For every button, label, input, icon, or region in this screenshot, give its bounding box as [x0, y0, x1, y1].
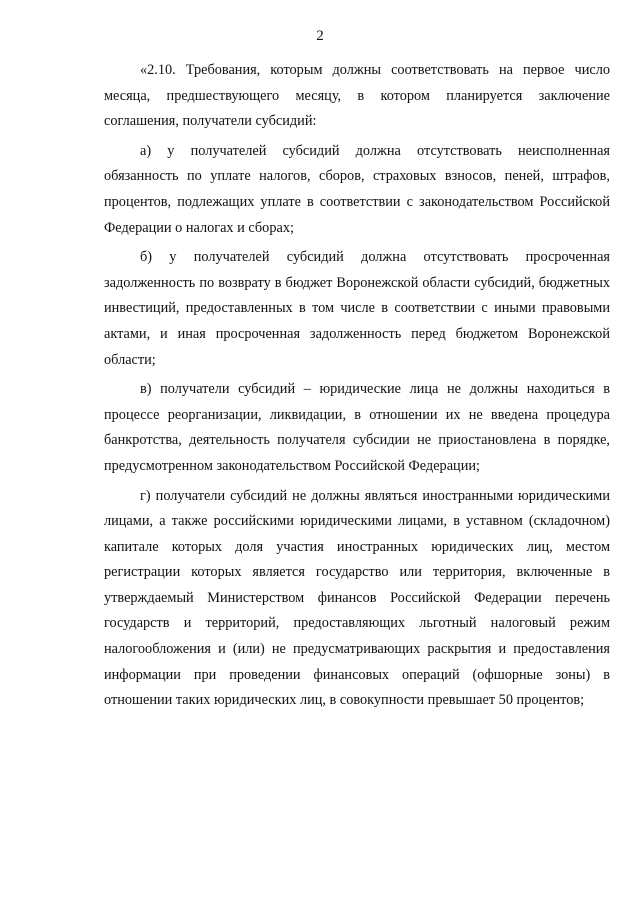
paragraph-g: г) получатели субсидий не должны являться иностранными юридическими лицами, а также российскими юридическими лицами, в уставном (складочном) капитале которых доля участия иностранных юридических лиц, местом регистрации которых является государство или территория, включенные в утверждаемый Министерством финансов Российской Федерации перечень государств и территорий, предоставляющих льготный налоговый режим налогообложения и (или) не предусматривающих раскрытия и предоставления информации при проведении финансовых операций (офшорные зоны) в отношении таких юридических лиц, в совокупности превышает 50 процентов;: [104, 487, 610, 709]
paragraph-2-10-intro: «2.10. Требования, которым должны соответствовать на первое число месяца, предшествующего месяцу, в котором планируется заключение соглашения, получатели субсидий:: [104, 62, 610, 130]
paragraph-b: б) у получателей субсидий должна отсутствовать просроченная задолженность по возврату в бюджет Воронежской области субсидий, бюджетных инвестиций, предоставленных в том числе в соответствии с иными правовыми актами, и иная просроченная задолженность перед бюджетом Воронежской области;: [104, 249, 610, 368]
paragraph-v: в) получатели субсидий – юридические лица не должны находиться в процессе реорганизации, ликвидации, в отношении их не введена процедура банкротства, деятельность получателя субсидии не приостановлена в порядке, предусмотренном законодательством Российской Федерации;: [104, 381, 610, 474]
page-number: 2: [316, 28, 324, 44]
document-body: [104, 58, 610, 718]
paragraph-a: а) у получателей субсидий должна отсутствовать неисполненная обязанность по уплате налогов, сборов, страховых взносов, пеней, штрафов, процентов, подлежащих уплате в соответствии с законодательством Российской Федерации о налогах и сборах;: [104, 142, 610, 236]
